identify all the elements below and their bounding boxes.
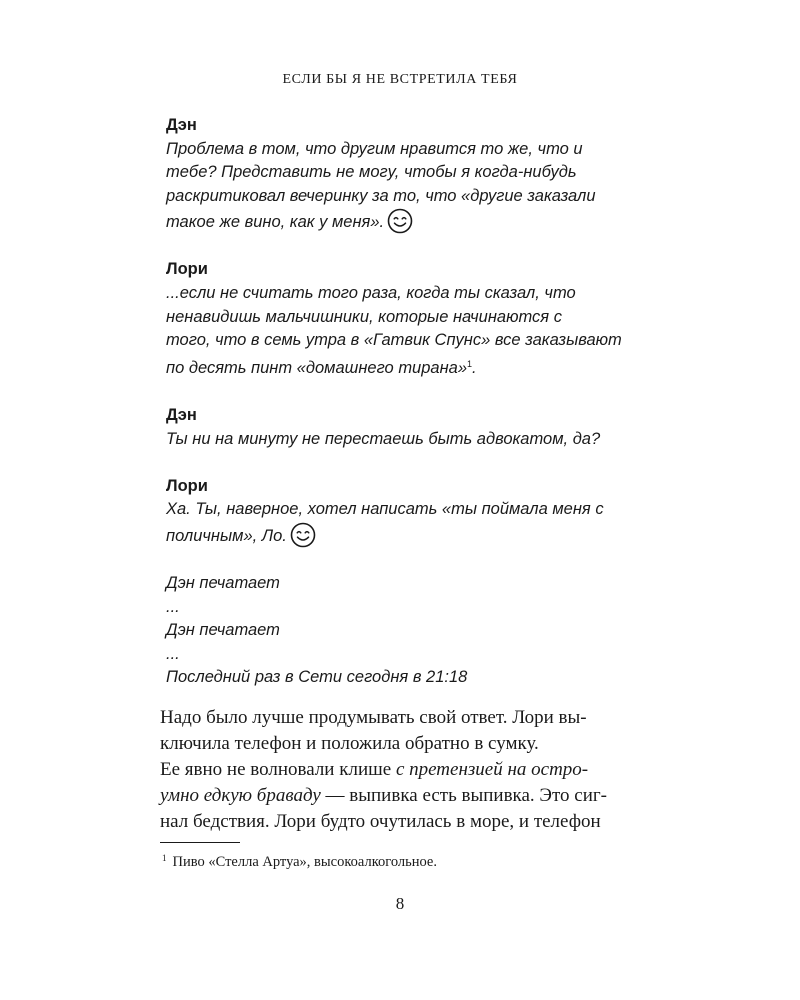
message-line: тебе? Представить не могу, чтобы я когда-нибудь [166,163,577,182]
paragraph-line [160,757,720,783]
running-head: ЕСЛИ БЫ Я НЕ ВСТРЕТИЛА ТЕБЯ [282,72,518,87]
footnote-divider [160,842,240,843]
typing-status: Дэн печатает [166,621,280,640]
message-sender: Дэн [166,405,197,424]
message-line: того, что в семь утра в «Гатвик Спунс» все заказывают [166,331,622,350]
paragraph-line: ключила телефон и положила обратно в сумку. [160,733,539,754]
typing-ellipsis: ... [166,597,180,616]
chat-message [166,404,706,451]
typing-status: Дэн печатает [166,573,280,592]
message-line: Ты ни на минуту не перестаешь быть адвокатом, да? [166,429,601,448]
message-line-tail: . [472,358,477,377]
paragraph-text: — выпивка есть выпивка. Это сиг- [320,785,607,806]
typing-ellipsis: ... [166,644,180,663]
emphasis-text: умно едкую браваду [160,785,321,806]
last-seen-status: Последний раз в Сети сегодня в 21:18 [166,668,468,687]
emphasis-text: с претензией на остро- [395,759,589,780]
paragraph-line: Надо было лучше продумывать свой ответ. Лори вы- [160,707,587,728]
footnote-number: 1 [162,853,167,863]
smiling-face-icon [290,522,316,548]
message-line: Ха. Ты, наверное, хотел написать «ты поймала меня с [166,500,604,519]
chat-message [166,114,706,235]
message-sender: Лори [166,260,208,279]
message-line-with-emoji [166,208,706,235]
message-line: ...если не считать того раза, когда ты сказал, что [166,284,576,303]
smiling-face-icon [387,208,413,234]
footnote [162,853,437,871]
chat-message [166,258,706,380]
message-line-text: поличным», Ло. [166,526,287,545]
chat-transcript [166,114,706,690]
chat-message [166,475,706,549]
paragraph-text: Ее явно не волновали клише [160,759,396,780]
message-sender: Дэн [166,116,197,134]
message-line-with-emoji [166,522,706,549]
message-line: ненавидишь мальчишники, которые начинаются с [166,307,562,326]
footnote-reference[interactable]: 1 [467,358,473,369]
page-number: 8 [395,894,405,913]
message-line: раскритиковал вечеринку за то, что «другие заказали [166,186,596,205]
message-line-text: такое же вино, как у меня». [166,213,385,232]
paragraph-line: нал бедствия. Лори будто очутилась в море, и телефон [160,811,601,832]
message-line-text: по десять пинт «домашнего тирана» [166,358,468,377]
message-line-with-footnote [166,353,706,381]
footnote-text: Пиво «Стелла Артуа», высокоалкогольное. [172,854,437,870]
body-text [160,705,720,835]
message-sender: Лори [166,476,208,495]
chat-status-block [166,572,706,690]
paragraph-line [160,783,720,809]
message-line: Проблема в том, что другим нравится то же, что и [166,139,583,158]
